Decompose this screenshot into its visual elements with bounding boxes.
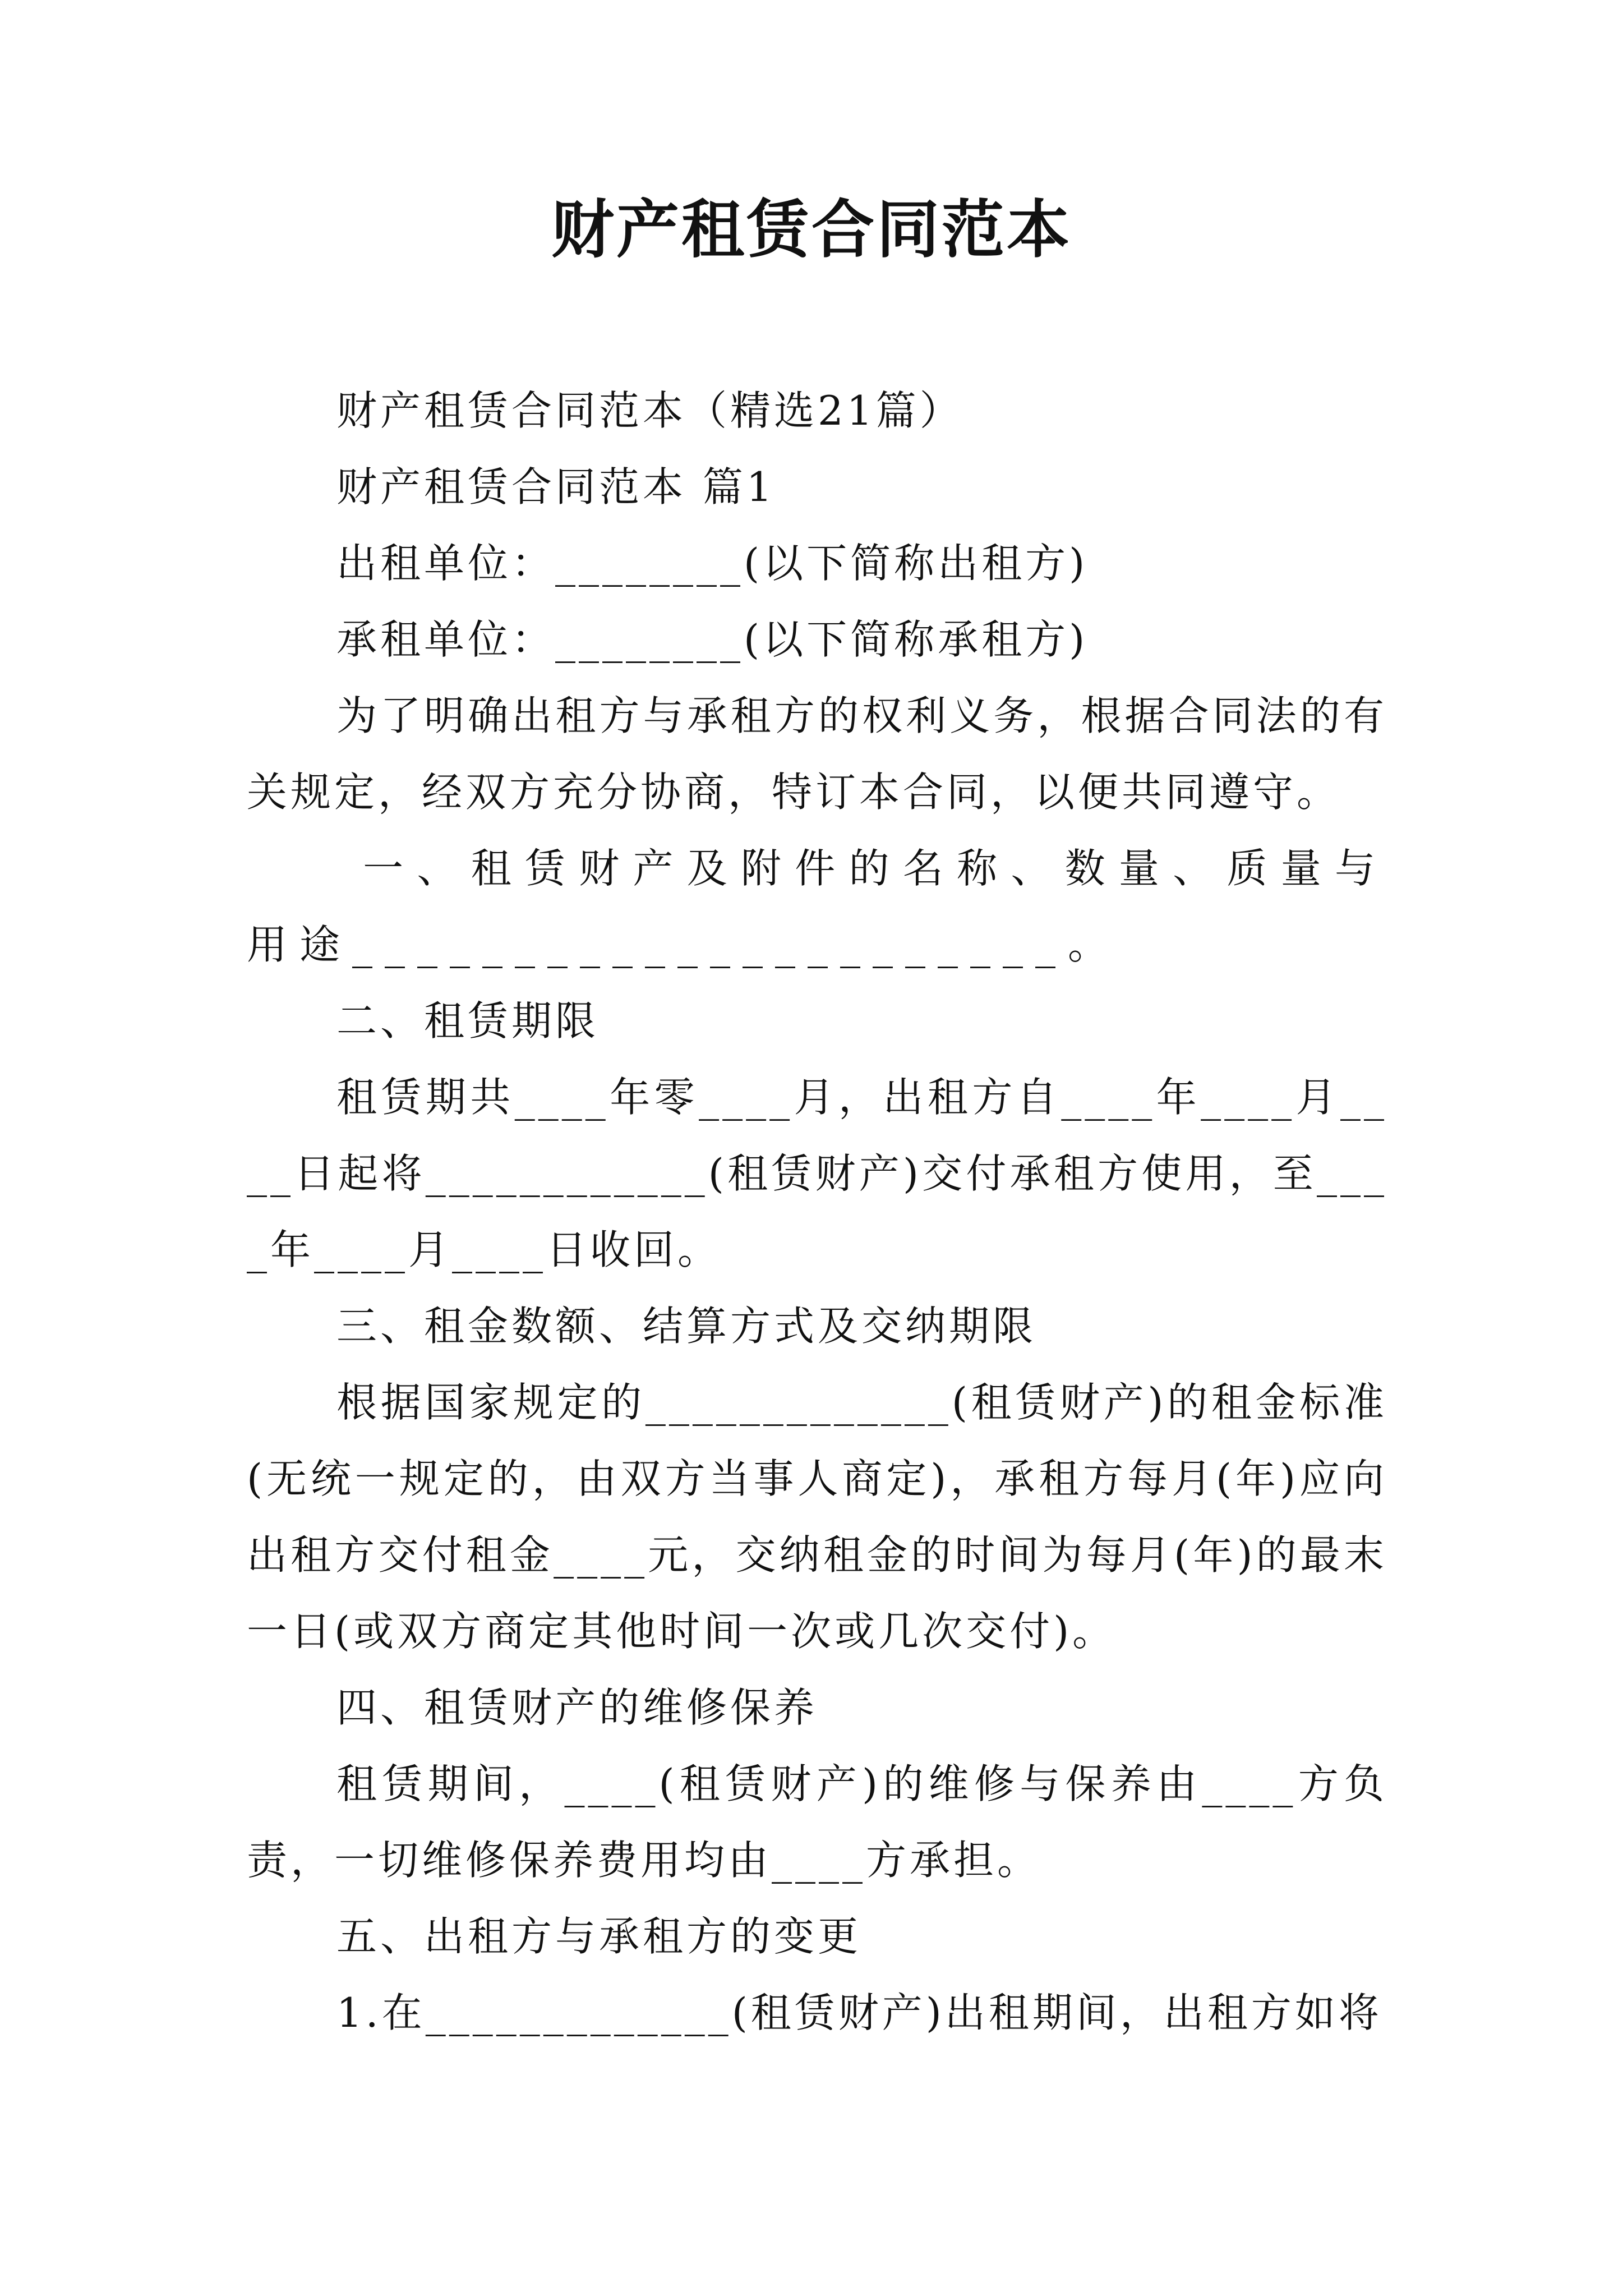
paragraph-heading-4: 四、租赁财产的维修保养	[336, 1684, 818, 1731]
paragraph-clause-1: 一、租赁财产及附件的名称、数量、质量与用途______________________。	[247, 845, 1387, 968]
paragraph-clause-4: 租赁期间，____(租赁财产)的维修与保养由____方负责，一切维修保养费用均由____方承担。	[247, 1760, 1387, 1884]
paragraph-subtitle: 财产租赁合同范本（精选21篇）	[336, 387, 963, 434]
paragraph-preamble: 为了明确出租方与承租方的权利义务，根据合同法的有关规定，经双方充分协商，特订本合同，以便共同遵守。	[247, 692, 1387, 816]
paragraph-heading-2: 二、租赁期限	[336, 997, 600, 1045]
paragraph-heading-3: 三、租金数额、结算方式及交纳期限	[336, 1303, 1037, 1350]
paragraph-clause-2: 租赁期共____年零____月，出租方自____年____月____日起将____________(租赁财产)交付承租方使用，至____年____月____日收回。	[247, 1074, 1387, 1273]
paragraph-lessor-unit: 出租单位：________(以下简称出租方)	[336, 540, 1089, 587]
paragraph-heading-5: 五、出租方与承租方的变更	[336, 1913, 862, 1960]
paragraph-lessee-unit: 承租单位：________(以下简称承租方)	[336, 616, 1089, 663]
paragraph-clause-3: 根据国家规定的_____________(租赁财产)的租金标准(无统一规定的，由双方当事人商定)，承租方每月(年)应向出租方交付租金____元，交纳租金的时间为每月(年)的最末一日(或双方商定其他时间一次或几次交付)。	[247, 1379, 1387, 1655]
document-title: 财产租赁合同范本	[551, 193, 1072, 266]
paragraph-section-heading: 财产租赁合同范本 篇1	[336, 463, 776, 510]
paragraph-clause-5-1: 1.在_____________(租赁财产)出租期间，出租方如将	[336, 1989, 1382, 2036]
document-body	[247, 372, 1387, 2051]
